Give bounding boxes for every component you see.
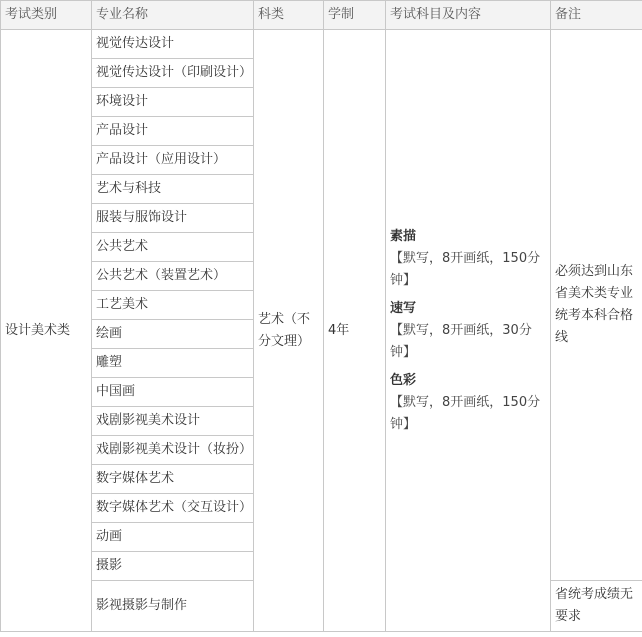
table-row xyxy=(1,30,642,59)
header-remarks: 备注 xyxy=(551,1,642,30)
major-cell: 戏剧影视美术设计（妆扮） xyxy=(92,436,254,465)
header-duration: 学制 xyxy=(324,1,386,30)
major-cell: 公共艺术 xyxy=(92,233,254,262)
header-major: 专业名称 xyxy=(92,1,254,30)
subject-sketch xyxy=(390,226,546,292)
subject-name: 色彩 xyxy=(390,372,417,388)
major-cell: 视觉传达设计（印刷设计） xyxy=(92,59,254,88)
major-cell: 产品设计（应用设计） xyxy=(92,146,254,175)
major-cell: 雕塑 xyxy=(92,349,254,378)
subject-detail: 【默写，8开画纸，150分钟】 xyxy=(390,250,541,288)
major-cell: 绘画 xyxy=(92,320,254,349)
major-cell: 公共艺术（装置艺术） xyxy=(92,262,254,291)
header-row xyxy=(1,1,642,30)
duration-cell: 4年 xyxy=(324,30,386,632)
header-subjects: 考试科目及内容 xyxy=(386,1,551,30)
major-cell: 产品设计 xyxy=(92,117,254,146)
major-cell: 环境设计 xyxy=(92,88,254,117)
major-cell: 艺术与科技 xyxy=(92,175,254,204)
major-cell: 服装与服饰设计 xyxy=(92,204,254,233)
header-discipline: 科类 xyxy=(254,1,324,30)
subject-name: 素描 xyxy=(390,228,417,244)
major-cell: 影视摄影与制作 xyxy=(92,581,254,632)
major-cell: 视觉传达设计 xyxy=(92,30,254,59)
category-cell: 设计美术类 xyxy=(1,30,92,632)
major-cell: 数字媒体艺术（交互设计） xyxy=(92,494,254,523)
major-cell: 戏剧影视美术设计 xyxy=(92,407,254,436)
remarks-main-cell: 必须达到山东省美术类专业统考本科合格线 xyxy=(551,30,642,581)
major-cell: 工艺美术 xyxy=(92,291,254,320)
remarks-last-cell: 省统考成绩无要求 xyxy=(551,581,642,632)
major-cell: 中国画 xyxy=(92,378,254,407)
subject-detail: 【默写，8开画纸，30分钟】 xyxy=(390,322,532,360)
major-cell: 动画 xyxy=(92,523,254,552)
subjects-cell xyxy=(386,30,551,632)
subject-quick-sketch xyxy=(390,298,546,364)
major-cell: 数字媒体艺术 xyxy=(92,465,254,494)
discipline-cell: 艺术（不分文理） xyxy=(254,30,324,632)
header-category: 考试类别 xyxy=(1,1,92,30)
major-cell: 摄影 xyxy=(92,552,254,581)
subject-detail: 【默写，8开画纸，150分钟】 xyxy=(390,394,541,432)
subject-color xyxy=(390,370,546,436)
subject-name: 速写 xyxy=(390,300,417,316)
